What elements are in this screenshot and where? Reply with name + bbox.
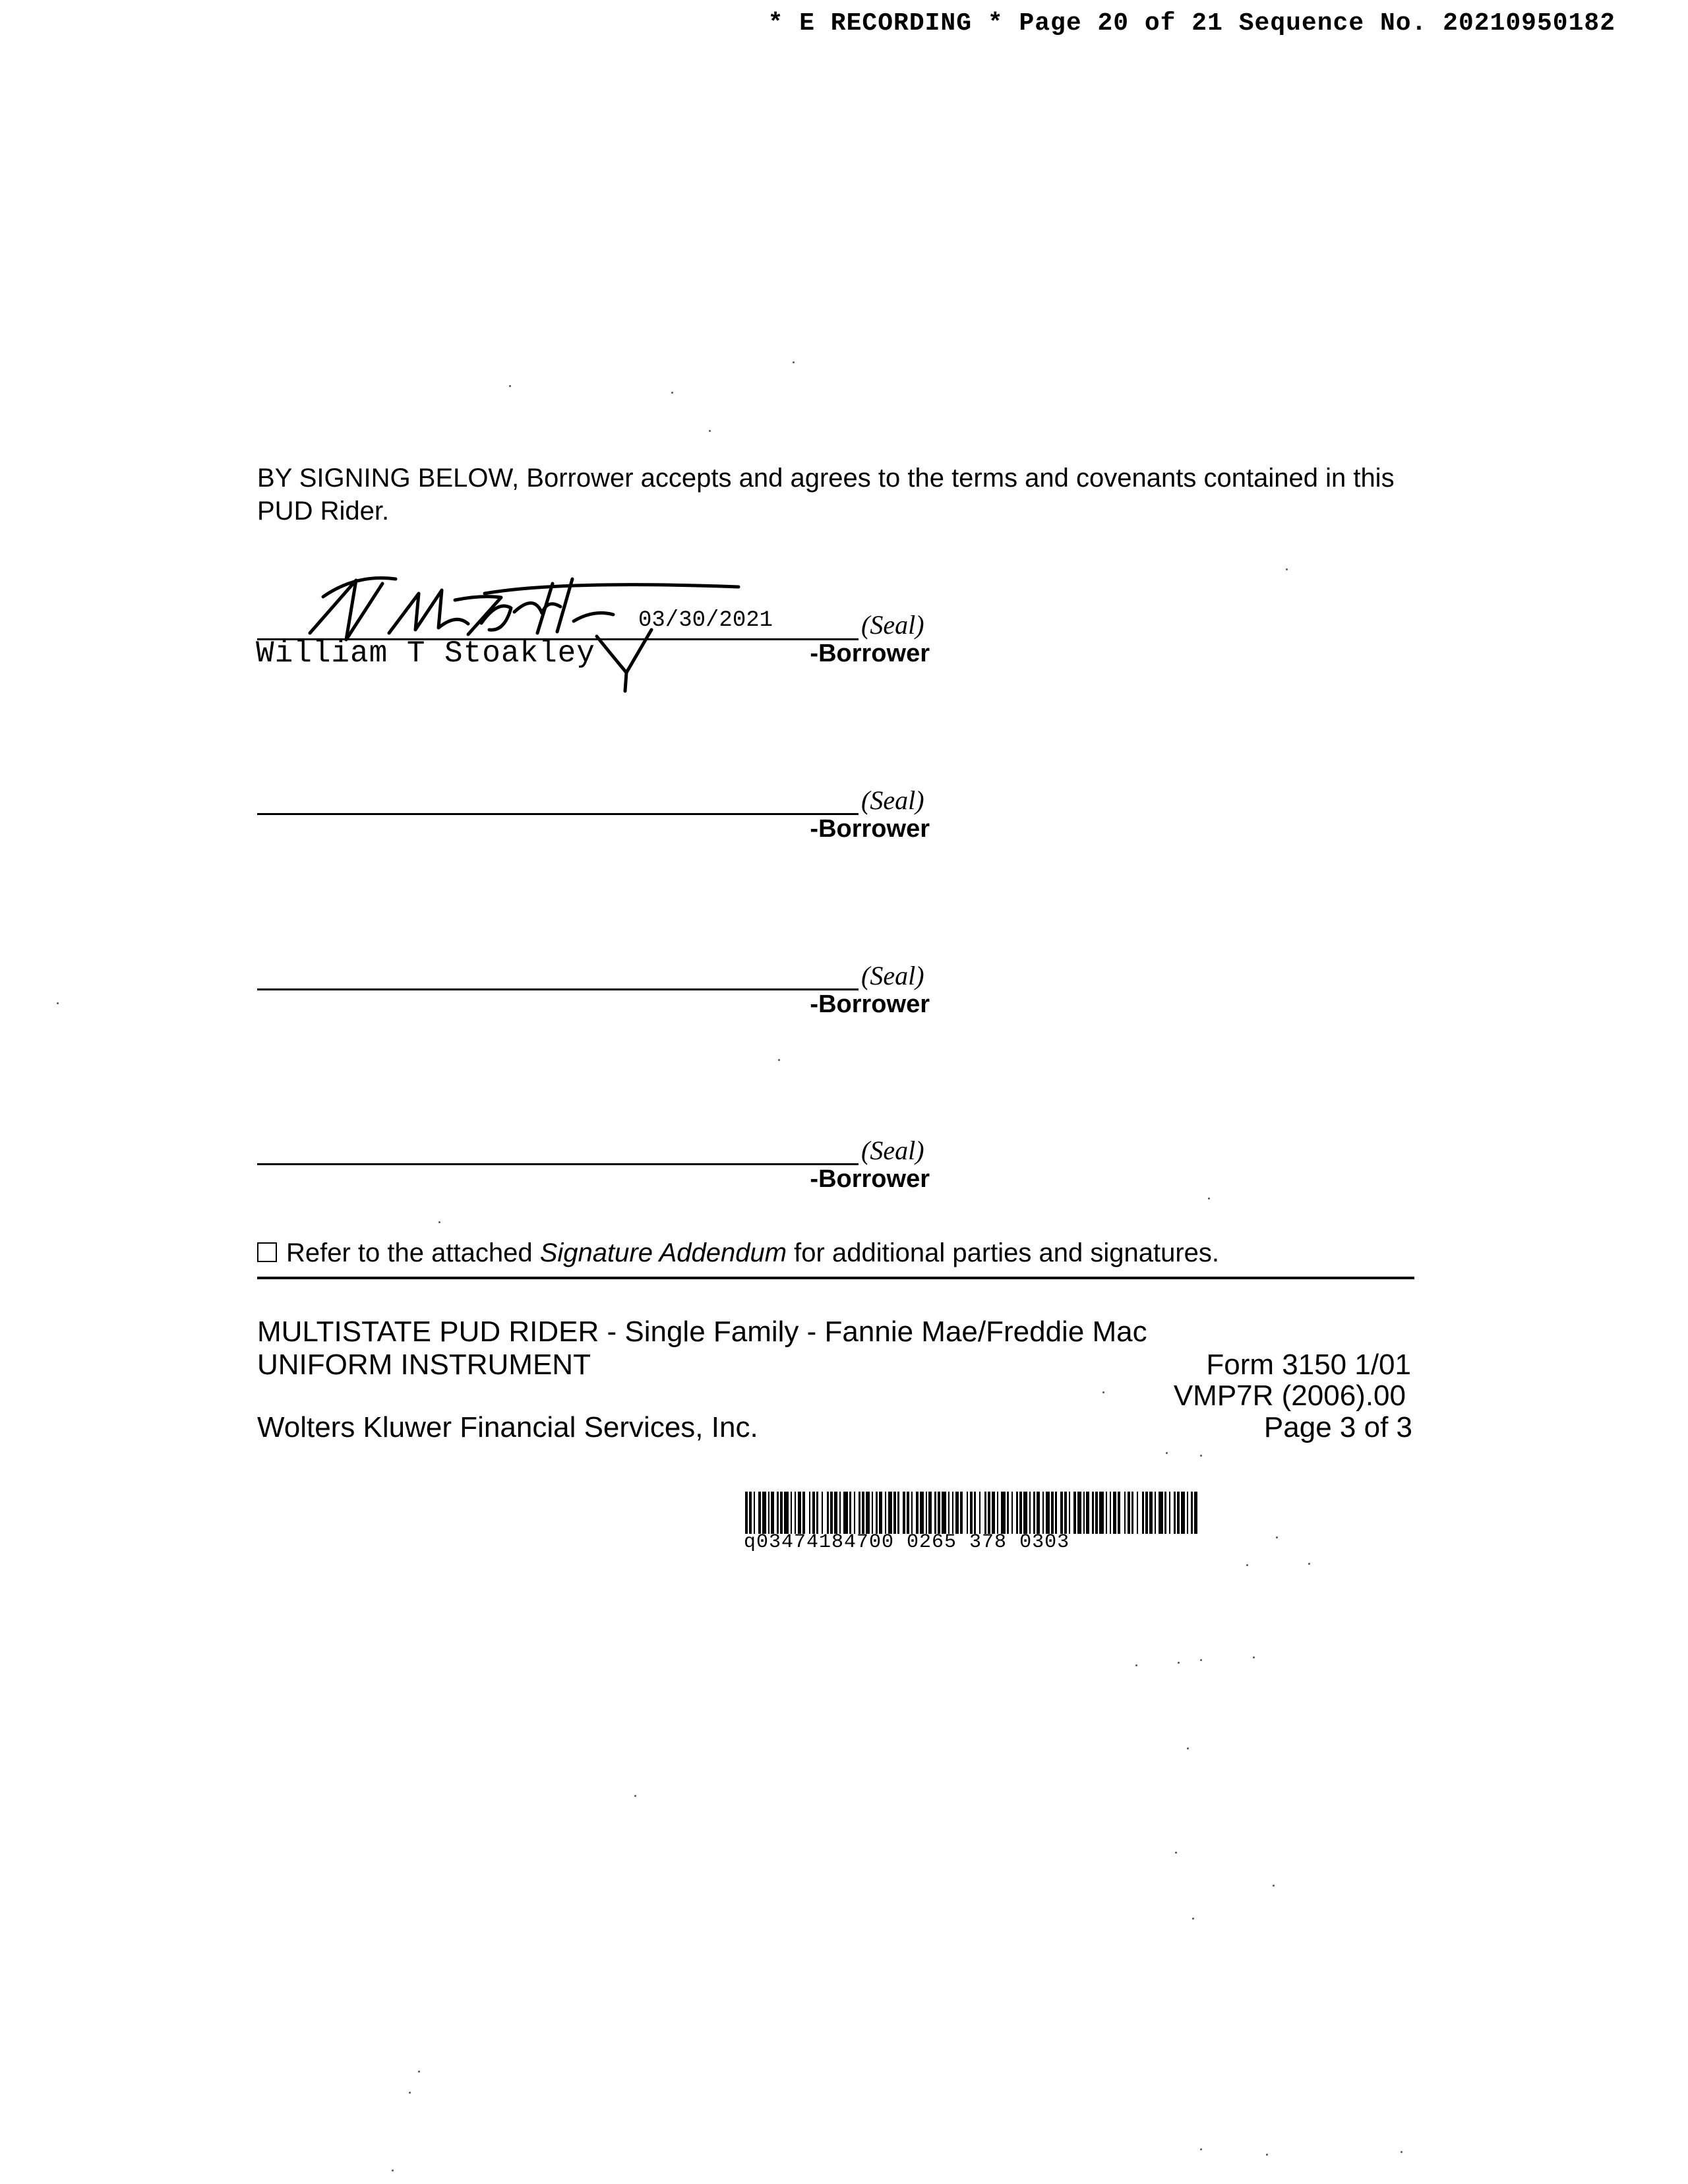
signature-line <box>257 988 859 990</box>
seal-label: (Seal) <box>861 1136 924 1165</box>
borrower-role-label: -Borrower <box>810 990 930 1018</box>
page-number: Page 3 of 3 <box>1263 1411 1412 1443</box>
recording-header: * E RECORDING * Page 20 of 21 Sequence No. 20210950182 <box>768 9 1615 38</box>
form-title: MULTISTATE PUD RIDER - Single Family - Fannie Mae/Freddie Mac <box>257 1316 1147 1348</box>
seal-label: (Seal) <box>861 961 924 990</box>
signature-line <box>257 813 859 815</box>
form-subtitle: UNIFORM INSTRUMENT <box>257 1349 591 1381</box>
signer-name: William T Stoakley <box>256 636 595 671</box>
addendum-prefix: Refer to the attached <box>286 1238 533 1267</box>
form-number: Form 3150 1/01 <box>1206 1349 1411 1381</box>
seal-label: (Seal) <box>861 610 924 640</box>
borrower-role-label: -Borrower <box>810 815 930 843</box>
footer-divider <box>257 1277 1414 1279</box>
addendum-emphasis: Signature Addendum <box>539 1238 787 1267</box>
borrower-role-label: -Borrower <box>810 640 930 667</box>
addendum-checkbox[interactable] <box>257 1242 277 1262</box>
signature-date: 03/30/2021 <box>638 608 773 633</box>
barcode-icon <box>745 1492 1200 1534</box>
addendum-suffix: for additional parties and signatures. <box>794 1238 1220 1267</box>
signature-line <box>257 1163 859 1165</box>
seal-label: (Seal) <box>861 785 924 815</box>
acceptance-statement: BY SIGNING BELOW, Borrower accepts and agrees to the terms and covenants contained in this PUD Rider. <box>257 464 1395 526</box>
publisher-name: Wolters Kluwer Financial Services, Inc. <box>257 1411 758 1443</box>
addendum-note <box>257 1238 1219 1268</box>
borrower-role-label: -Borrower <box>810 1165 930 1193</box>
form-code: VMP7R (2006).00 <box>1173 1380 1406 1412</box>
barcode-number: q03474184700 0265 378 0303 <box>744 1531 1070 1554</box>
